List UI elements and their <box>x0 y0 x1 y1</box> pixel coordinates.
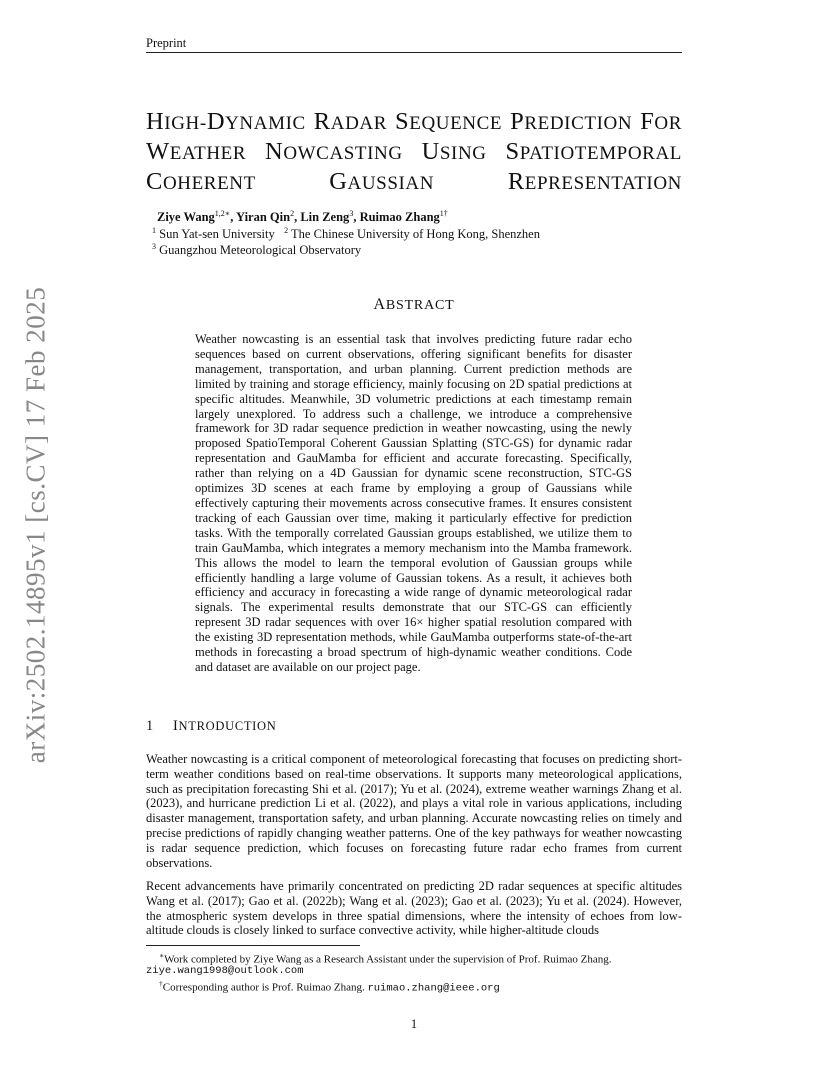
paper-title <box>146 108 682 198</box>
affil-mark: 1 <box>152 226 156 235</box>
footnote-rule <box>146 945 360 946</box>
body-paragraph-2: Recent advancements have primarily concentrated on predicting 2D radar sequences at specific altitudes Wang et al. (2017); Gao et al. (2022b); Wang et al. (2023); Gao et al. (2023); Yu et al. (2024). However, the atmospheric system develops in three spatial dimensions, where the intensity of echoes from low-altitude clouds is closely linked to surface convective activity, while higher-altitude clouds <box>146 879 682 938</box>
header-rule <box>146 52 682 53</box>
body-paragraph-1: Weather nowcasting is a critical component of meteorological forecasting that focuses on predicting short-term weather conditions based on real-time observations. It supports many meteorological applications, such as precipitation forecasting Shi et al. (2017); Yu et al. (2024), extreme weather warnings Zhang et al. (2023), and hurricane prediction Li et al. (2022), and plays a vital role in various applications, including disaster management, transportation safety, and urban planning. Accurate nowcasting relies on timely and precise predictions of rapidly changing weather patterns. One of the key pathways for weather nowcasting is radar sequence prediction, which focuses on forecasting future radar echo frames from current observations. <box>146 752 682 870</box>
abstract-text: Weather nowcasting is an essential task that involves predicting future radar echo sequences based on current observations, offering significant benefits for disaster management, transportation, and urban planning. Current prediction methods are limited by training and storage efficiency, mainly focusing on 2D spatial predictions at specific altitudes. Meanwhile, 3D volumetric predictions at each timestamp remain largely unexplored. To address such a challenge, we introduce a comprehensive framework for 3D radar sequence prediction in weather nowcasting, using the newly proposed SpatioTemporal Coherent Gaussian Splatting (STC-GS) for dynamic radar representation and GauMamba for efficient and accurate forecasting. Specifically, rather than relying on a 4D Gaussian for dynamic scene reconstruction, STC-GS optimizes 3D scenes at each frame by employing a group of Gaussians while effectively capturing their movements across consecutive frames. It ensures consistent tracking of each Gaussian over time, making it particularly effective for prediction tasks. With the temporally correlated Gaussian groups established, we utilize them to train GauMamba, which integrates a memory mechanism into the Mamba framework. This allows the model to learn the temporal evolution of Gaussian groups while efficiently handling a large volume of Gaussian tokens. As a result, it achieves both efficiency and accuracy in forecasting a wide range of dynamic meteorological radar signals. The experimental results demonstrate that our STC-GS can efficiently represent 3D radar sequences with over 16× higher spatial resolution compared with the existing 3D representation methods, while GauMamba outperforms state-of-the-art methods in forecasting a broad spectrum of high-dynamic weather conditions. Code and dataset are available on our project page. <box>195 332 632 674</box>
running-header: Preprint <box>146 36 187 50</box>
email-link[interactable]: ruimao.zhang@ieee.org <box>367 982 500 995</box>
section-heading <box>146 718 277 735</box>
author-name: Yiran Qin <box>236 210 291 225</box>
author-name: Lin Zeng <box>300 210 350 225</box>
title-line-2: WEATHER NOWCASTING USING SPATIOTEMPORAL <box>146 138 682 165</box>
author-affil-mark: 2 <box>290 209 295 218</box>
author-affil-mark: 3 <box>349 209 354 218</box>
affiliation: The Chinese University of Hong Kong, Shenzhen <box>291 227 540 242</box>
footnote-2 <box>146 977 682 996</box>
affil-mark: 2 <box>284 226 289 235</box>
affil-mark: 3 <box>152 242 156 251</box>
page-number: 1 <box>410 1017 418 1031</box>
author-name: Ziye Wang <box>157 210 215 225</box>
author-list: Ziye Wang$^{1,2∗}$, Yiran Qin$^2$, Lin Zeng$^3$, Ruimao Zhang$^{1\dagger}$ <box>157 209 448 225</box>
title-line-3: COHERENT GAUSSIAN REPRESENTATION <box>146 168 682 195</box>
footnote-text: Work completed by Ziye Wang as a Research Assistant under the supervision of Prof. Ruimao Zhang. <box>164 953 612 966</box>
author-name: Ruimao Zhang <box>359 210 440 225</box>
footnote-text: Corresponding author is Prof. Ruimao Zhang. <box>162 981 365 994</box>
affiliation: Sun Yat-sen University <box>159 227 275 242</box>
footnote-1-email-line <box>146 963 682 978</box>
affiliation-line-1 <box>152 226 540 242</box>
author-affil-mark: 1,2∗ <box>214 209 231 218</box>
title-line-1: HIGH-DYNAMIC RADAR SEQUENCE PREDICTION FOR <box>146 108 682 135</box>
affiliation-line-2 <box>152 242 361 258</box>
section-number: 1 <box>146 718 154 734</box>
section-title: INTRODUCTION <box>173 718 277 734</box>
abstract-heading: ABSTRACT <box>373 296 455 313</box>
author-affil-mark: 1† <box>439 209 448 218</box>
email-link[interactable]: ziye.wang1998@outlook.com <box>146 965 304 977</box>
affiliation: Guangzhou Meteorological Observatory <box>159 243 362 258</box>
footnote-mark: ∗ <box>159 951 165 960</box>
arxiv-identifier[interactable]: arXiv:2502.14895v1 [cs.CV] 17 Feb 2025 <box>20 286 51 764</box>
footnote-mark: † <box>159 979 163 988</box>
